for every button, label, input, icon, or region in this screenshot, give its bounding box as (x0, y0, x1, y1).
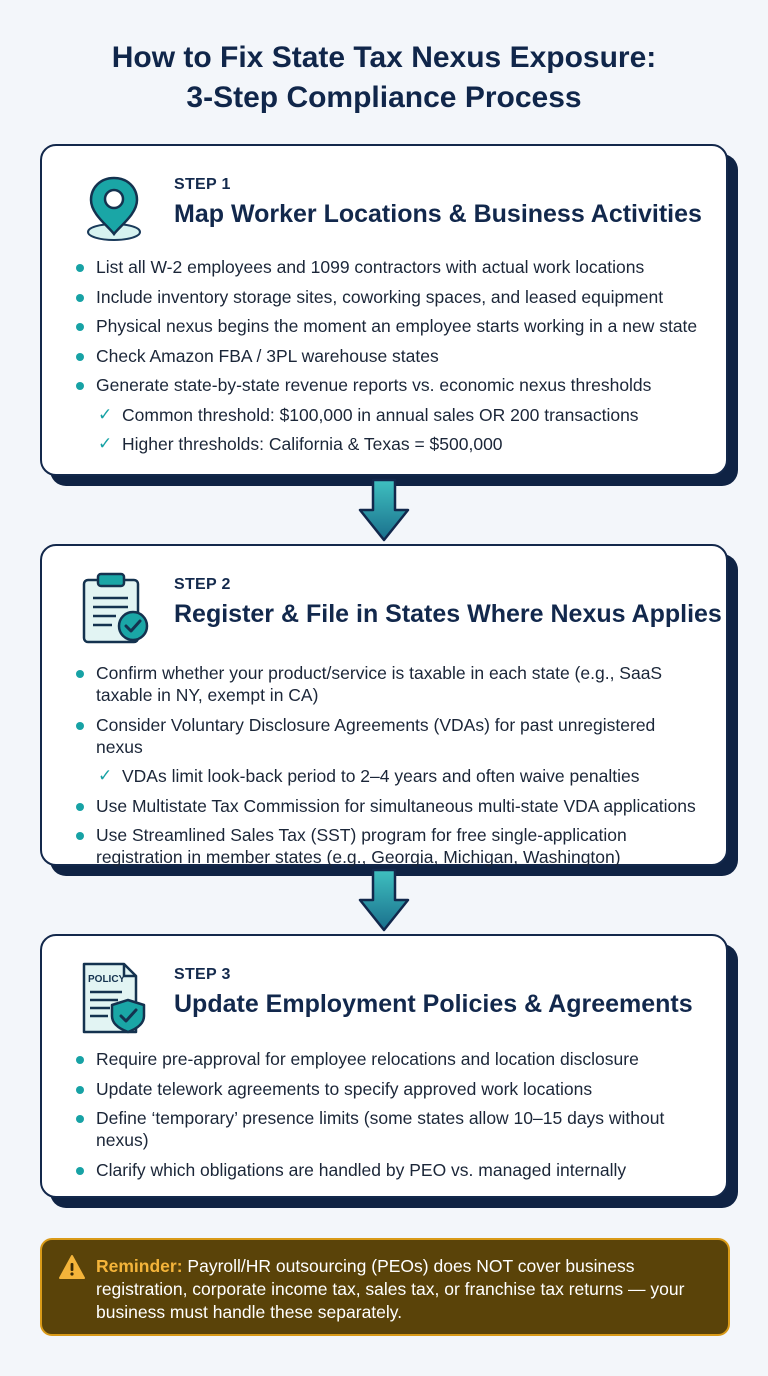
list-item: Generate state-by-state revenue reports vs. economic nexus thresholds (76, 374, 702, 396)
page-title-line2: 3-Step Compliance Process (186, 81, 582, 114)
step-3-card (40, 934, 728, 1198)
step-2-label: STEP 2 (174, 576, 231, 593)
step-1-label: STEP 1 (174, 176, 231, 193)
down-arrow-icon (358, 478, 410, 542)
clipboard-check-icon (78, 570, 154, 646)
reminder-banner (40, 1238, 730, 1336)
list-item: Confirm whether your product/service is taxable in each state (e.g., SaaS taxable in NY, exempt in CA) (76, 662, 702, 706)
policy-icon-text: POLICY (88, 974, 126, 985)
reminder-label: Reminder: (96, 1256, 183, 1276)
step-3-label: STEP 3 (174, 966, 231, 983)
warning-icon (58, 1254, 86, 1280)
page-title (0, 38, 768, 118)
list-item: List all W-2 employees and 1099 contractors with actual work locations (76, 256, 702, 278)
check-icon: ✓ (98, 434, 113, 453)
list-item: Use Streamlined Sales Tax (SST) program for free single-application registration in member states (e.g., Georgia, Michigan, Washington) (76, 824, 702, 868)
page-title-line1: How to Fix State Tax Nexus Exposure: (111, 41, 657, 74)
list-item: Use Multistate Tax Commission for simultaneous multi-state VDA applications (76, 795, 702, 817)
check-icon: ✓ (98, 404, 113, 424)
step-1-title: Map Worker Locations & Business Activities (174, 200, 702, 228)
policy-document-shield-icon (78, 960, 154, 1036)
list-item: Clarify which obligations are handled by PEO vs. managed internally (76, 1159, 702, 1181)
step-3-title: Update Employment Policies & Agreements (174, 990, 693, 1018)
list-item: Check Amazon FBA / 3PL warehouse states (76, 345, 702, 367)
list-item: Define ‘temporary’ presence limits (some states allow 10–15 days without nexus) (76, 1107, 702, 1151)
check-icon: ✓ (98, 766, 113, 785)
step-1-card (40, 144, 728, 476)
step-2-list (76, 662, 702, 876)
step-3-list (76, 1048, 702, 1188)
map-pin-icon (78, 170, 154, 246)
list-item: Require pre-approval for employee relocations and location disclosure (76, 1048, 702, 1070)
list-item: Include inventory storage sites, coworking spaces, and leased equipment (76, 286, 702, 308)
list-item: Update telework agreements to specify approved work locations (76, 1078, 702, 1100)
down-arrow-icon (358, 868, 410, 932)
step-2-card (40, 544, 728, 866)
list-subitem: ✓ Higher thresholds: California & Texas = $500,000 (98, 434, 503, 454)
list-subitem: ✓ Common threshold: $100,000 in annual sales OR 200 transactions (98, 404, 639, 425)
list-item: Physical nexus begins the moment an employee starts working in a new state (76, 315, 702, 337)
reminder-text: Payroll/HR outsourcing (PEOs) does NOT cover business registration, corporate income tax, sales tax, or franchise tax returns — your business must handle these separately. (96, 1256, 685, 1322)
step-2-title: Register & File in States Where Nexus Applies (174, 600, 722, 628)
step-1-list (76, 256, 702, 463)
list-item: Consider Voluntary Disclosure Agreements (VDAs) for past unregistered nexus (76, 714, 702, 758)
list-subitem: ✓ VDAs limit look-back period to 2–4 years and often waive penalties (98, 766, 640, 786)
